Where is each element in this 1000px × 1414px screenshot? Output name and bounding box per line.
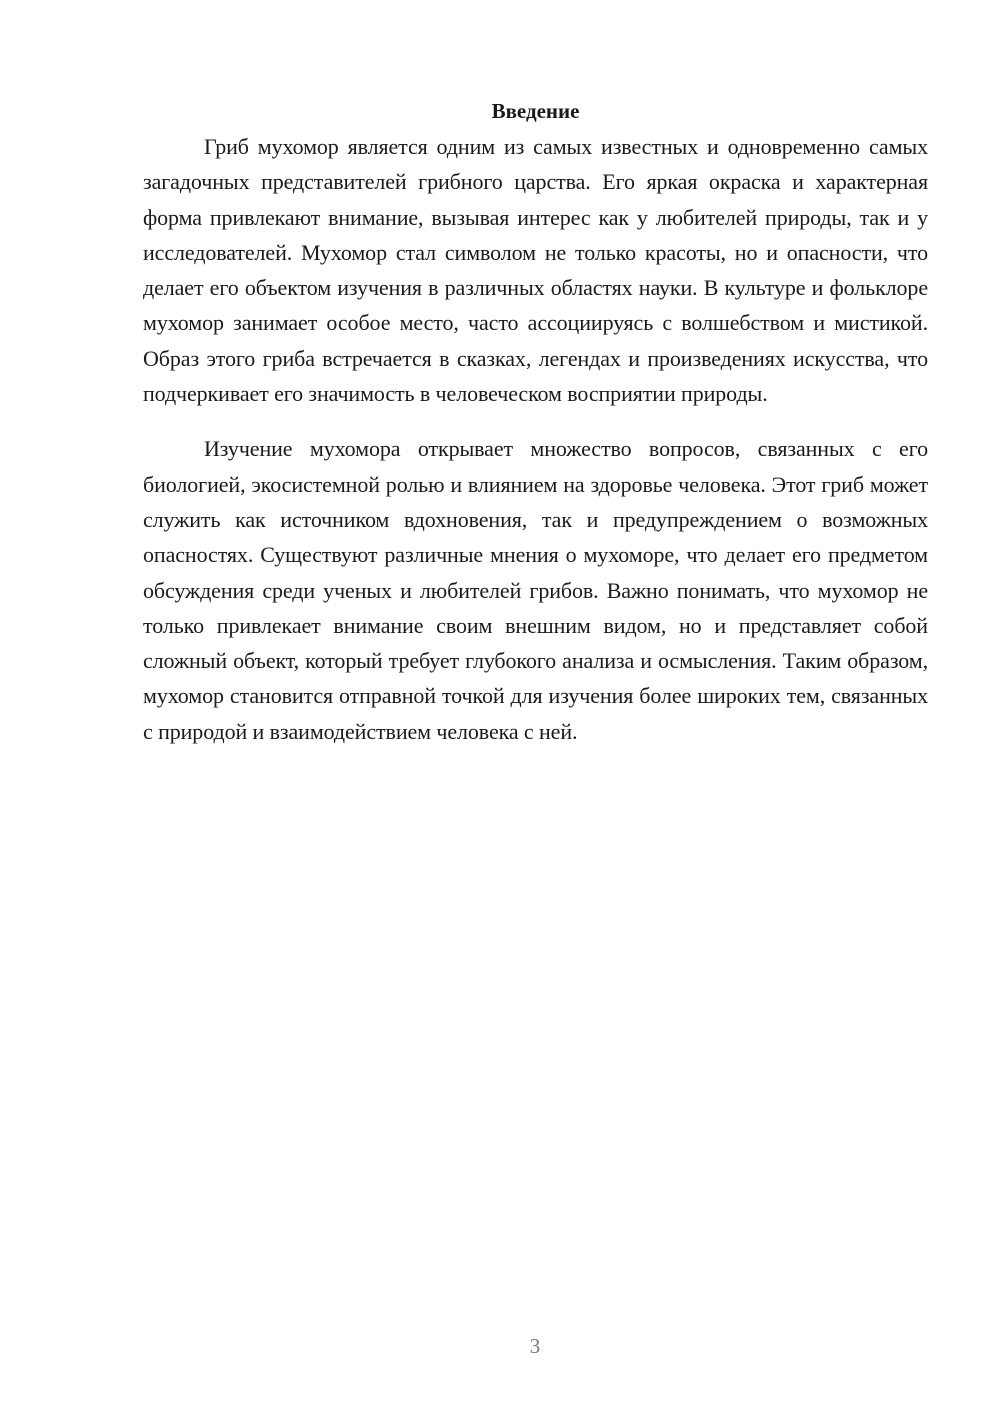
paragraph-1: Гриб мухомор является одним из самых известных и одновременно самых загадочных представителей грибного царства. Его яркая окраска и характерная форма привлекают внимание, вызывая интерес как у любителей природы, так и у исследователей. Мухомор стал символом не только красоты, но и опасности, что делает его объектом изучения в различных областях науки. В культуре и фольклоре мухомор занимает особое место, часто ассоциируясь с волшебством и мистикой. Образ этого гриба встречается в сказках, легендах и произведениях искусства, что подчеркивает его значимость в человеческом восприятии природы. (143, 134, 928, 407)
section-heading: Введение (491, 99, 580, 123)
paragraph-2: Изучение мухомора открывает множество вопросов, связанных с его биологией, экосистемной ролью и влиянием на здоровье человека. Этот гриб может служить как источником вдохновения, так и предупреждением о возможных опасностях. Существуют различные мнения о мухоморе, что делает его предметом обсуждения среди ученых и любителей грибов. Важно понимать, что мухомор не только привлекает внимание своим внешним видом, но и представляет собой сложный объект, который требует глубокого анализа и осмысления. Таким образом, мухомор становится отправной точкой для изучения более широких тем, связанных с природой и взаимодействием человека с ней. (143, 436, 928, 744)
page-number: 3 (529, 1334, 541, 1358)
page-content (143, 96, 928, 769)
